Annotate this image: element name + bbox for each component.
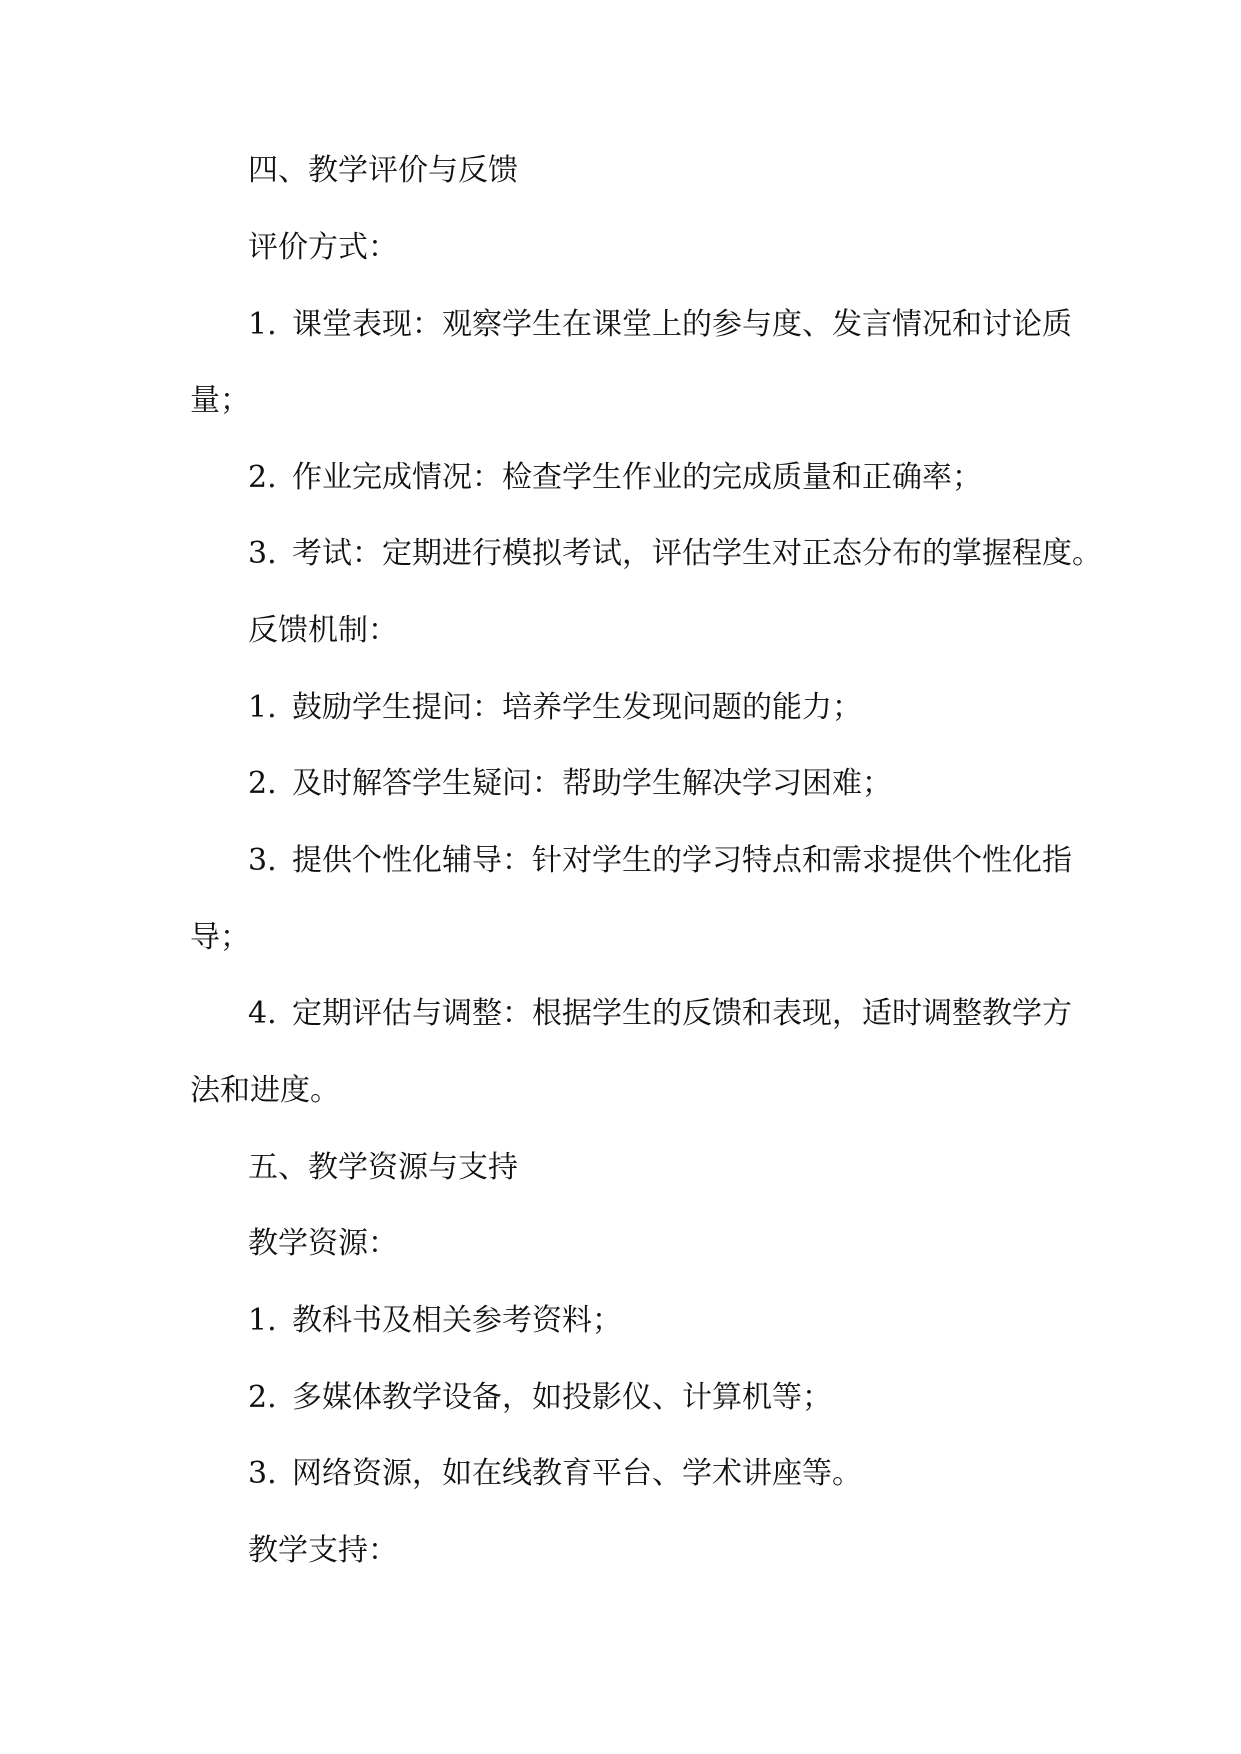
list-item-text: 课堂表现：观察学生在课堂上的参与度、发言情况和讨论质 [292,307,1072,342]
list-item-number: 3. [248,843,277,878]
resources-label: 教学资源： [248,1226,398,1261]
list-item-number: 2. [248,460,277,495]
list-item [248,534,1102,574]
list-item-number: 2. [248,1380,277,1415]
list-item [248,1301,622,1341]
section-4-heading: 四、教学评价与反馈 [248,153,518,188]
evaluation-label: 评价方式： [248,230,398,265]
list-item [248,994,1072,1034]
list-item [248,1378,832,1418]
section-5-heading: 五、教学资源与支持 [248,1150,518,1185]
list-item-number: 1. [248,1303,277,1338]
list-item-number: 3. [248,536,277,571]
list-item [248,764,892,804]
support-label: 教学支持： [248,1533,398,1568]
list-item-text: 考试：定期进行模拟考试，评估学生对正态分布的掌握程度。 [292,536,1102,571]
list-item-continuation: 导； [190,920,250,955]
list-item-number: 1. [248,690,277,725]
list-item-text: 定期评估与调整：根据学生的反馈和表现，适时调整教学方 [292,996,1072,1031]
list-item [248,1454,862,1494]
feedback-label: 反馈机制： [248,613,398,648]
list-item-text: 及时解答学生疑问：帮助学生解决学习困难； [292,766,892,801]
list-item [248,688,862,728]
list-item-number: 3. [248,1456,277,1491]
list-item-text: 多媒体教学设备，如投影仪、计算机等； [292,1380,832,1415]
list-item [248,841,1072,881]
list-item-number: 4. [248,996,277,1031]
list-item [248,458,982,498]
list-item-text: 作业完成情况：检查学生作业的完成质量和正确率； [292,460,982,495]
list-item [248,305,1072,345]
list-item-continuation: 量； [190,383,250,418]
list-item-continuation: 法和进度。 [190,1073,340,1108]
list-item-number: 1. [248,307,277,342]
list-item-number: 2. [248,766,277,801]
list-item-text: 网络资源，如在线教育平台、学术讲座等。 [292,1456,862,1491]
list-item-text: 教科书及相关参考资料； [292,1303,622,1338]
list-item-text: 鼓励学生提问：培养学生发现问题的能力； [292,690,862,725]
list-item-text: 提供个性化辅导：针对学生的学习特点和需求提供个性化指 [292,843,1072,878]
